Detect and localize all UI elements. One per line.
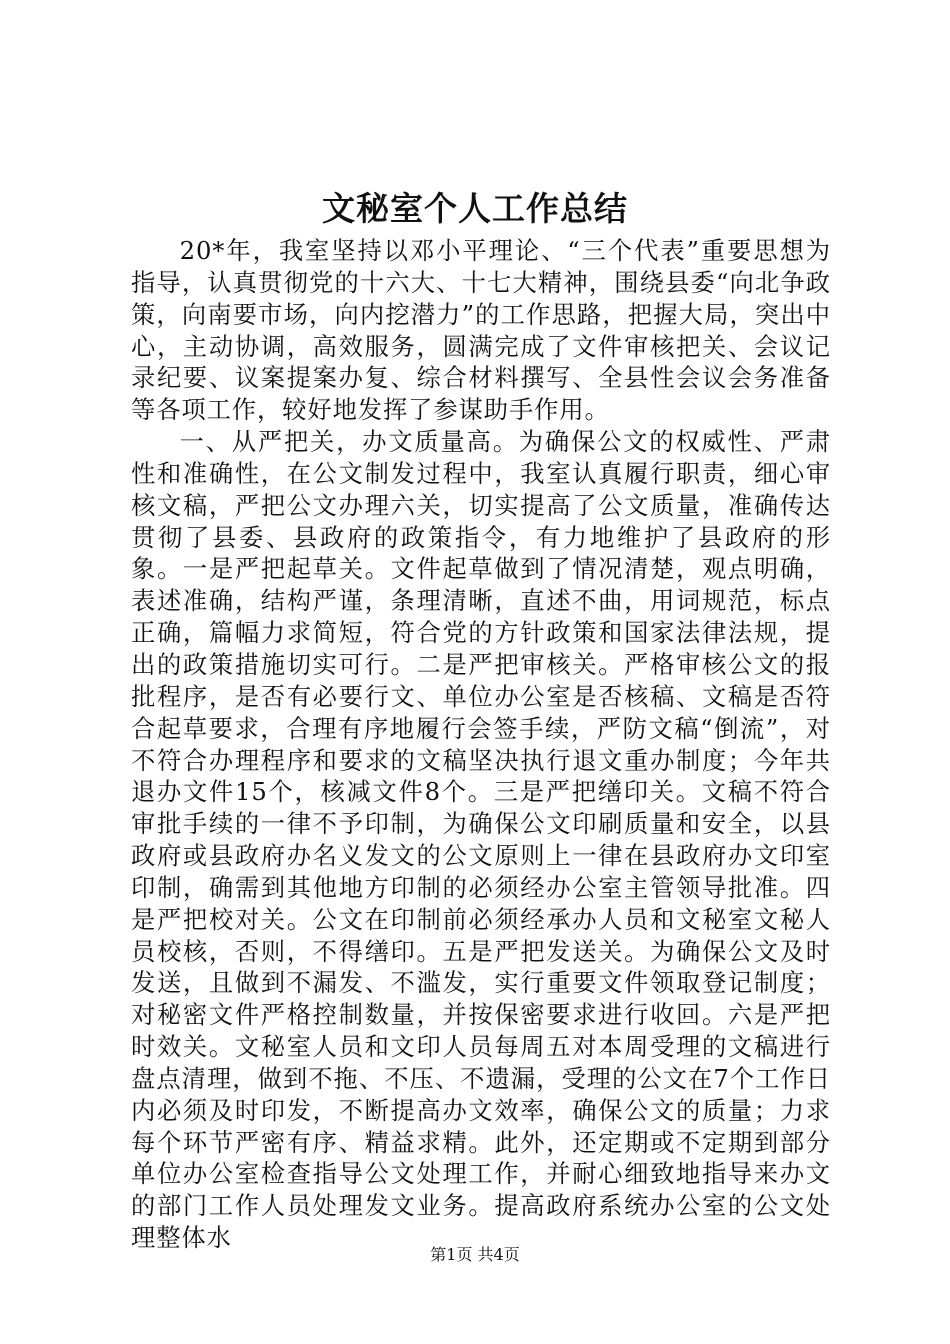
paragraph-intro: 20*年，我室坚持以邓小平理论、“三个代表”重要思想为指导，认真贯彻党的十六大、十七大精神，围绕县委“向北争政策，向南要市场，向内挖潜力”的工作思路，把握大局，突出中心，主动协调，高效服务，圆满完成了文件审核把关、会议记录纪要、议案提案办复、综合材料撰写、全县性会议会务准备等各项工作，较好地发挥了参谋助手作用。	[131, 236, 831, 425]
page-number: 第1页 共4页	[430, 1245, 520, 1264]
document-title: 文秘室个人工作总结	[322, 189, 628, 228]
paragraph-section-one: 一、从严把关，办文质量高。为确保公文的权威性、严肃性和准确性，在公文制发过程中，我室认真履行职责，细心审核文稿，严把公文办理六关，切实提高了公文质量，准确传达贯彻了县委、县政府的政策指令，有力地维护了县政府的形象。一是严把起草关。文件起草做到了情况清楚，观点明确，表述准确，结构严谨，条理清晰，直述不曲，用词规范，标点正确，篇幅力求简短，符合党的方针政策和国家法律法规，提出的政策措施切实可行。二是严把审核关。严格审核公文的报批程序，是否有必要行文、单位办公室是否核稿、文稿是否符合起草要求，合理有序地履行会签手续，严防文稿“倒流”，对不符合办理程序和要求的文稿坚决执行退文重办制度；今年共退办文件15个，核减文件8个。三是严把缮印关。文稿不符合审批手续的一律不予印制，为确保公文印刷质量和安全，以县政府或县政府办名义发文的公文原则上一律在县政府办文印室印制，确需到其他地方印制的必须经办公室主管领导批准。四是严把校对关。公文在印制前必须经承办人员和文秘室文秘人员校核，否则，不得缮印。五是严把发送关。为确保公文及时发送，且做到不漏发、不滥发，实行重要文件领取登记制度；对秘密文件严格控制数量，并按保密要求进行收回。六是严把时效关。文秘室人员和文印人员每周五对本周受理的文稿进行盘点清理，做到不拖、不压、不遗漏，受理的公文在7个工作日内必须及时印发，不断提高办文效率，确保公文的质量；力求每个环节严密有序、精益求精。此外，还定期或不定期到部分单位办公室检查指导公文处理工作，并耐心细致地指导来办文的部门工作人员处理发文业务。提高政府系统办公室的公文处理整体水	[131, 427, 831, 1253]
document-body	[131, 235, 831, 1254]
